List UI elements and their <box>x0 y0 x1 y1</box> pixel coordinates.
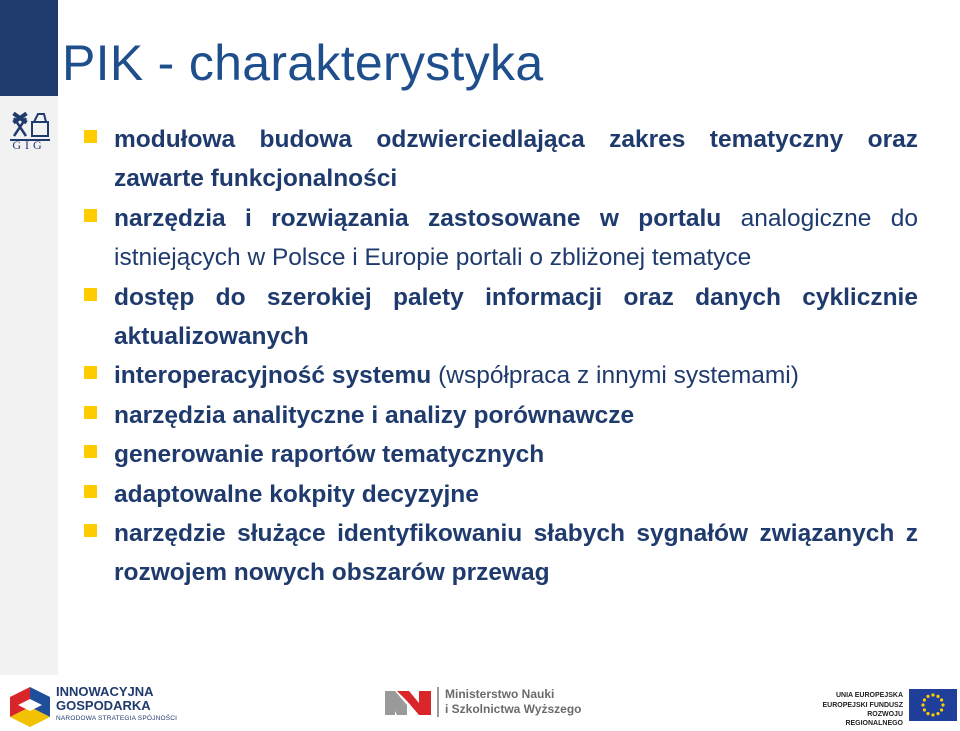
bullet-marker-icon <box>84 485 97 498</box>
bullet-marker-icon <box>84 209 97 222</box>
bullet-bold-text: narzędzia analityczne i analizy porównawcze <box>114 401 635 429</box>
bullet-marker-icon <box>84 524 97 537</box>
ig-logo-line3: NARODOWA STRATEGIA SPÓJNOŚCI <box>56 715 178 722</box>
bullet-marker-icon <box>84 366 97 379</box>
bullet-item <box>84 278 918 357</box>
bullet-bold-text: modułowa budowa odzwierciedlająca zakres tematyczny oraz zawarte funkcjonalności <box>114 126 918 193</box>
bullet-item <box>84 514 918 593</box>
innowacyjna-gospodarka-logo <box>10 683 200 727</box>
bullet-bold-text: narzędzie służące identyfikowaniu słabych sygnałów związanych z rozwojem nowych obszarów przewag <box>114 520 918 587</box>
bullet-item <box>84 396 918 435</box>
ministerstwo-logo <box>385 685 585 721</box>
left-sidebar <box>0 0 58 675</box>
bullet-bold-text: dostęp do szerokiej palety informacji oraz danych cyklicznie aktualizowanych <box>114 283 918 351</box>
bullet-item <box>84 356 918 395</box>
gig-logo-text: GIG <box>12 138 46 152</box>
bullet-list <box>84 120 918 593</box>
eu-line1: UNIA EUROPEJSKA <box>835 692 903 699</box>
mnisw-line2: i Szkolnictwa Wyższego <box>445 702 582 716</box>
slide-title: PIK - charakterystyka <box>62 35 544 91</box>
eu-flag-icon <box>909 689 957 721</box>
bullet-item <box>84 199 918 278</box>
bullet-marker-icon <box>84 445 97 458</box>
mnisw-line1: Ministerstwo Nauki <box>445 687 555 701</box>
eu-line2: EUROPEJSKI FUNDUSZ <box>822 702 903 709</box>
eu-logo <box>812 689 957 727</box>
bullet-bold-text: interoperacyjność systemu <box>114 362 432 390</box>
bullet-marker-icon <box>84 130 97 143</box>
bullet-bold-text: narzędzia i rozwiązania zastosowane w portalu <box>114 204 722 232</box>
ig-logo-line2: GOSPODARKA <box>56 698 151 713</box>
sidebar-top-band <box>0 0 58 96</box>
bullet-bold-text: adaptowalne kokpity decyzyjne <box>114 480 479 508</box>
ig-logo-line1: INNOWACYJNA <box>56 684 154 699</box>
footer-logo-bar <box>0 675 960 731</box>
bullet-item <box>84 120 918 199</box>
bullet-bold-text: generowanie raportów tematycznych <box>114 441 545 469</box>
eu-line3: ROZWOJU REGIONALNEGO <box>845 711 903 727</box>
mnisw-divider <box>437 687 439 717</box>
bullet-item <box>84 435 918 474</box>
bullet-marker-icon <box>84 406 97 419</box>
bullet-item <box>84 475 918 514</box>
bullet-marker-icon <box>84 288 97 301</box>
ig-flag-icon <box>10 683 50 727</box>
bullet-normal-text: analogiczne do istniejących w Polsce i Europie portali o zbliżonej tematyce <box>114 204 918 272</box>
bullet-normal-text: (współpraca z innymi systemami) <box>431 362 799 390</box>
mnisw-mark-icon <box>385 687 431 715</box>
